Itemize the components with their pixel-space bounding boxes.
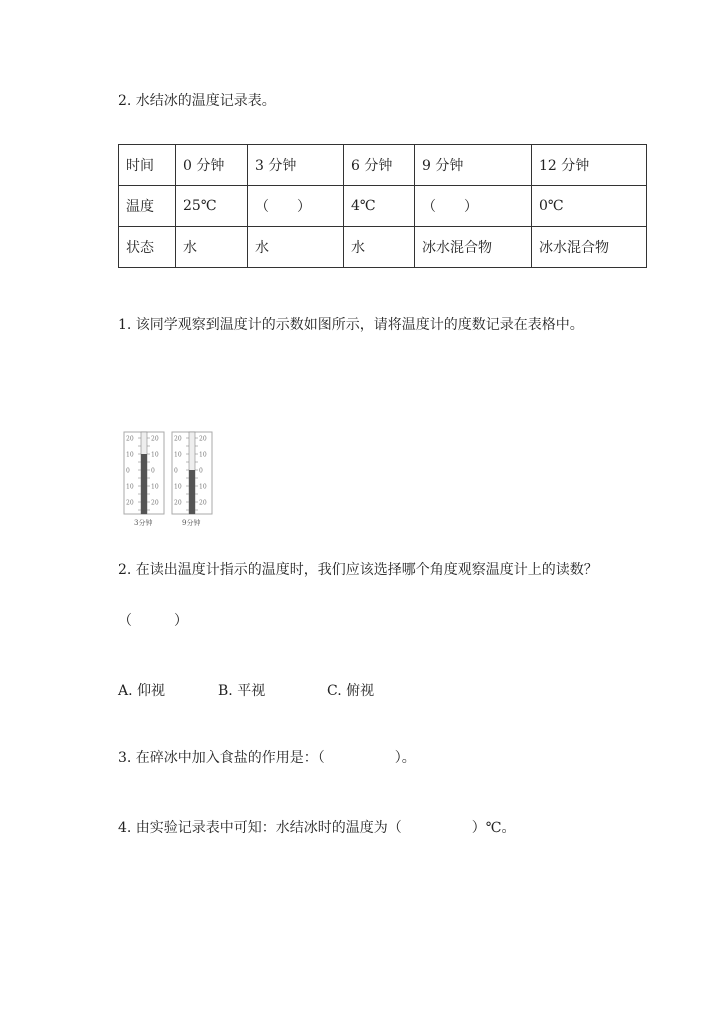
table-cell: （ ） [248, 186, 344, 227]
option-c: C. 俯视 [327, 683, 375, 699]
table-cell: 0 分钟 [176, 145, 248, 186]
table-cell: 3 分钟 [248, 145, 344, 186]
table-row [119, 227, 647, 268]
table-cell: 水 [344, 227, 415, 268]
scale-label: 10 [151, 451, 159, 459]
scale-label: 20 [174, 435, 182, 443]
scale-label: 10 [174, 483, 182, 491]
scale-label: 20 [174, 499, 182, 507]
mercury-column [141, 454, 147, 514]
table-cell: 4℃ [344, 186, 415, 227]
thermometer-figure [118, 430, 228, 530]
table-cell: 6 分钟 [344, 145, 415, 186]
question-2-answer-blank: （ ） [118, 613, 188, 629]
question-1: 1. 该同学观察到温度计的示数如图所示，请将温度计的度数记录在表格中。 [118, 317, 584, 333]
table-cell: （ ） [415, 186, 532, 227]
scale-label: 10 [126, 483, 134, 491]
scale-label: 0 [174, 467, 178, 475]
table-cell: 0℃ [532, 186, 647, 227]
scale-label: 20 [199, 499, 207, 507]
scale-label: 10 [126, 451, 134, 459]
scale-label: 20 [126, 435, 134, 443]
row-header-cell: 温度 [119, 186, 176, 227]
question-3: 3. 在碎冰中加入食盐的作用是：（ ）。 [118, 750, 416, 766]
scale-label: 20 [151, 499, 159, 507]
table-cell: 9 分钟 [415, 145, 532, 186]
scale-label: 20 [151, 435, 159, 443]
thermometer-caption: 3分钟 [134, 519, 153, 527]
table-cell: 水 [248, 227, 344, 268]
mercury-column [189, 470, 195, 514]
table-cell: 冰水混合物 [415, 227, 532, 268]
scale-label: 20 [199, 435, 207, 443]
table-cell: 12 分钟 [532, 145, 647, 186]
question-4: 4. 由实验记录表中可知：水结冰时的温度为（ ）℃。 [118, 820, 516, 836]
option-a: A. 仰视 [118, 683, 166, 699]
scale-label: 20 [126, 499, 134, 507]
row-header-cell: 状态 [119, 227, 176, 268]
scale-label: 10 [199, 451, 207, 459]
thermometer-caption: 9分钟 [182, 519, 201, 527]
scale-label: 0 [151, 467, 155, 475]
table-cell: 25℃ [176, 186, 248, 227]
table-cell: 冰水混合物 [532, 227, 647, 268]
table-row [119, 145, 647, 186]
scale-label: 0 [126, 467, 130, 475]
section-title: 2. 水结冰的温度记录表。 [118, 93, 276, 109]
option-b: B. 平视 [218, 683, 266, 699]
scale-label: 10 [174, 451, 182, 459]
question-2: 2. 在读出温度计指示的温度时，我们应该选择哪个角度观察温度计上的读数？ [118, 562, 598, 578]
row-header-cell: 时间 [119, 145, 176, 186]
table-row [119, 186, 647, 227]
scale-label: 0 [199, 467, 203, 475]
temperature-record-table [118, 144, 647, 268]
scale-label: 10 [151, 483, 159, 491]
scale-label: 10 [199, 483, 207, 491]
table-cell: 水 [176, 227, 248, 268]
